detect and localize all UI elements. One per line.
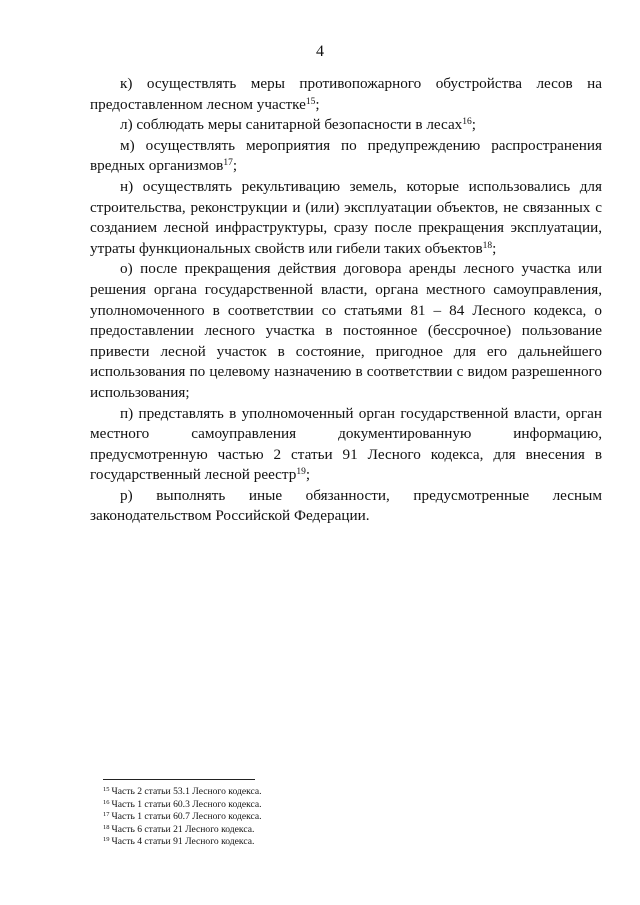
footnote-19: $^{19}$ Часть 4 статьи 91 Лесного кодекса.: [103, 836, 255, 848]
page-number: 4: [316, 43, 324, 60]
paragraph-o: о) после прекращения действия договора аренды лесного участка или решения органа государственной власти, органа местного самоуправления, уполномоченного в соответствии со статьями 81 – 84 Лесного кодекса, о предоставлении лесного участка в постоянное (бессрочное) пользование привести лесной участок в состояние, пригодное для его дальнейшего использования по целевому назначению в соответствии с видом разрешенного использования;: [90, 260, 602, 401]
paragraph-l: л) соблюдать меры санитарной безопасности в лесах$^{16}$;: [120, 116, 477, 134]
body-text: [90, 74, 602, 527]
footnote-17: $^{17}$ Часть 1 статьи 60.7 Лесного кодекса.: [103, 811, 262, 823]
footnote-ref-15: 15: [305, 96, 316, 107]
footnote-ref-19: 19: [296, 467, 306, 478]
paragraph-k: к) осуществлять меры противопожарного обустройства лесов на предоставленном лесном участке$^{15}$;: [90, 75, 602, 113]
footnote-15: $^{15}$ Часть 2 статьи 53.1 Лесного кодекса.: [103, 786, 262, 797]
paragraph-m: м) осуществлять мероприятия по предупреждению распространения вредных организмов$^{17}$;: [90, 136, 602, 175]
footnote-ref-18: 18: [482, 240, 493, 251]
footnote-ref-16: 16: [462, 117, 472, 128]
paragraph-p: п) представлять в уполномоченный орган государственной власти, орган местного самоуправления документированную информацию, предусмотренную частью 2 статьи 91 Лесного кодекса, для внесения в государственный лесной реестр$^{19}$;: [90, 404, 602, 484]
footnote-16: $^{16}$ Часть 1 статьи 60.3 Лесного кодекса.: [103, 798, 262, 810]
paragraph-r: р) выполнять иные обязанности, предусмотренные лесным законодательством Российской Федерации.: [90, 486, 602, 525]
footnote-separator: [103, 779, 255, 780]
footnote-18: $^{18}$ Часть 6 статьи 21 Лесного кодекса.: [103, 823, 255, 835]
footnote-ref-17: 17: [223, 158, 233, 169]
footnotes: [103, 779, 403, 849]
paragraph-n: н) осуществлять рекультивацию земель, которые использовались для строительства, реконструкции и (или) эксплуатации объектов, не связанных с созданием лесной инфраструктуры, сразу после прекращения эксплуатации, утраты функциональных свойств или гибели таких объектов$^{18}$;: [90, 177, 602, 257]
